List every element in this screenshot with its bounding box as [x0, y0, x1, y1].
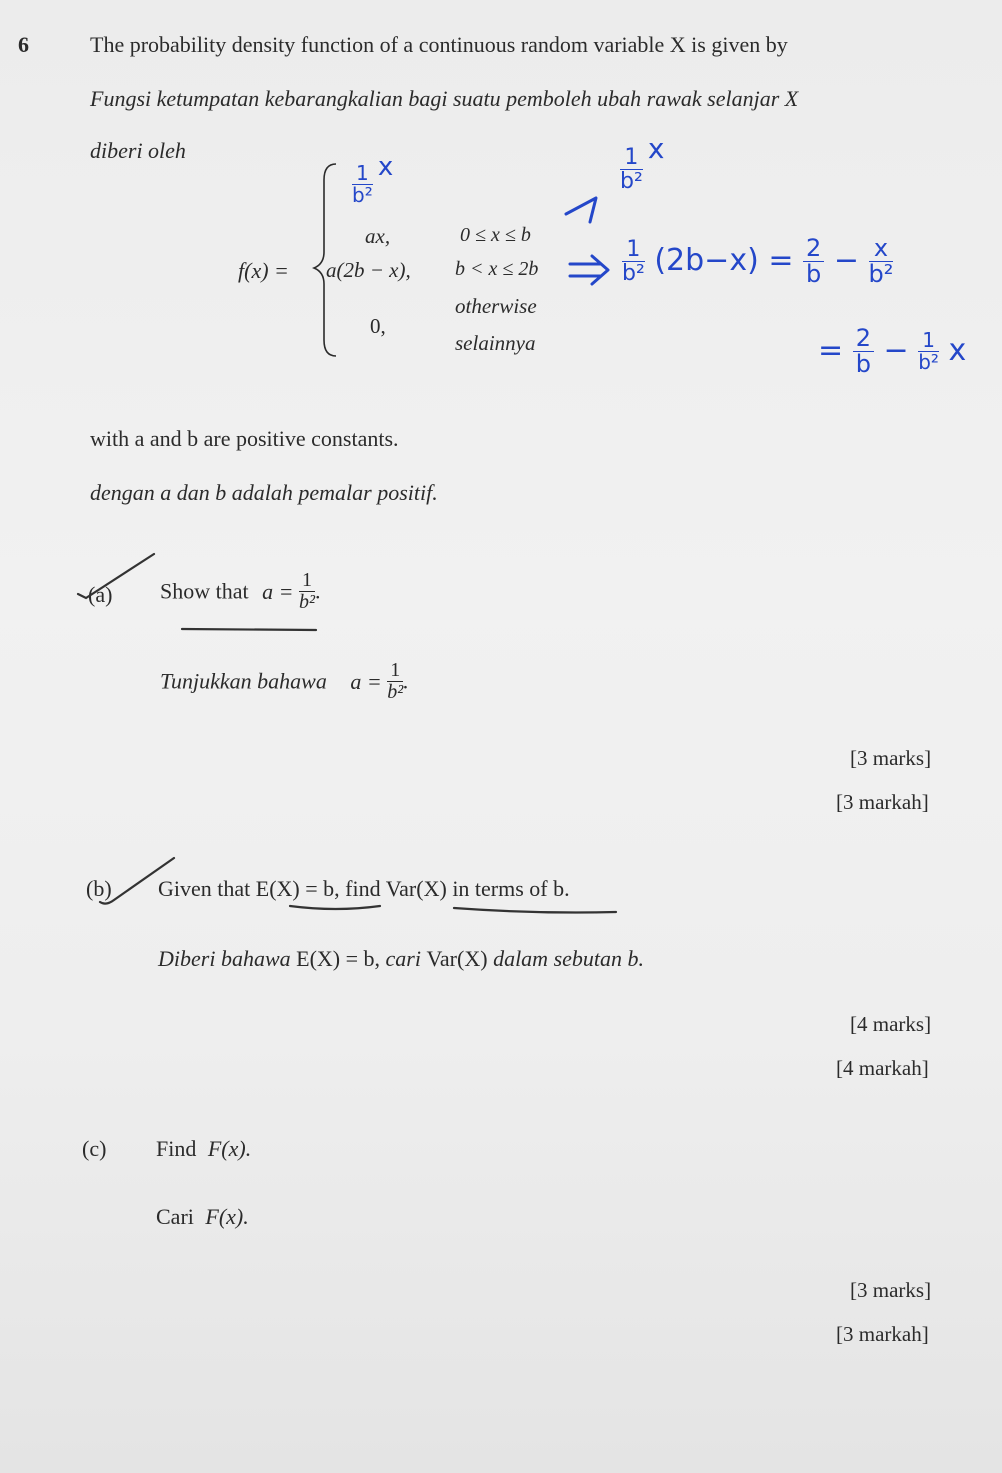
tick-mark-a	[72, 548, 162, 608]
handwritten-implies-arrow	[566, 250, 614, 290]
part-c-marks-malay: [3 markah]	[836, 1322, 929, 1346]
underline-b	[286, 902, 666, 918]
part-c-marks-english: [3 marks]	[850, 1278, 932, 1302]
handwritten-right-fraction: $\frac{1}{\text{b²}}$ x	[620, 132, 665, 194]
constants-english: with a and b are positive constants.	[90, 426, 399, 451]
part-a-marks-malay: [3 markah]	[836, 790, 929, 814]
pdf-case1-expr: ax,	[365, 224, 391, 248]
pdf-case3-cond-en: otherwise	[455, 294, 537, 318]
handwritten-arrow	[560, 188, 610, 228]
part-b-text-malay: Diberi bahawa E(X) = b, cari Var(X) dalam sebutan b.	[158, 946, 645, 971]
question-number: 6	[18, 32, 29, 57]
pdf-lhs: f(x) =	[238, 258, 289, 283]
part-c-text-english: Find F(x).	[156, 1136, 252, 1161]
part-b-marks-english: [4 marks]	[850, 1012, 932, 1036]
intro-english: The probability density function of a continuous random variable X is given by	[90, 32, 788, 57]
part-a-text-malay: Tunjukkan bahawa a = $\frac{1}{\text{b²}}$ .	[160, 659, 409, 703]
pdf-case1-cond: 0 ≤ x ≤ b	[460, 224, 531, 246]
part-c-text-malay: Cari F(x).	[156, 1204, 249, 1229]
part-b-marks-malay: [4 markah]	[836, 1056, 929, 1080]
part-a-marks-english: [3 marks]	[850, 746, 932, 770]
handwritten-line3: = $\frac{2}{b}$ − $\frac{1}{\text{b²}}$ x	[818, 324, 967, 379]
part-b-label: (b)	[86, 876, 112, 901]
pdf-case2-cond: b < x ≤ 2b	[455, 258, 539, 280]
underline-a	[180, 624, 340, 634]
part-b-text-english: Given that E(X) = b, find Var(X) in terms of b.	[158, 876, 570, 901]
pdf-case2-expr: a(2b − x),	[326, 258, 411, 282]
pdf-case3-expr: 0,	[370, 314, 386, 338]
handwritten-line2: $\frac{1}{\text{b²}}$ (2b−x) = $\frac{2}{b}$ − $\frac{x}{\text{b²}}$	[622, 234, 894, 289]
part-a-label: (a)	[88, 582, 113, 607]
intro-malay: Fungsi ketumpatan kebarangkalian bagi suatu pemboleh ubah rawak selanjar X	[90, 86, 799, 111]
constants-malay: dengan a dan b adalah pemalar positif.	[90, 480, 438, 505]
part-a-text-english: Show that a = $\frac{1}{\text{b²}}$ .	[160, 569, 321, 613]
pdf-case3-cond-ms: selainnya	[455, 331, 536, 355]
handwritten-left-fraction: $\frac{1}{\text{b²}}$ x	[352, 152, 394, 207]
intro-malay-continued: diberi oleh	[90, 138, 186, 163]
part-c-label: (c)	[82, 1136, 107, 1161]
